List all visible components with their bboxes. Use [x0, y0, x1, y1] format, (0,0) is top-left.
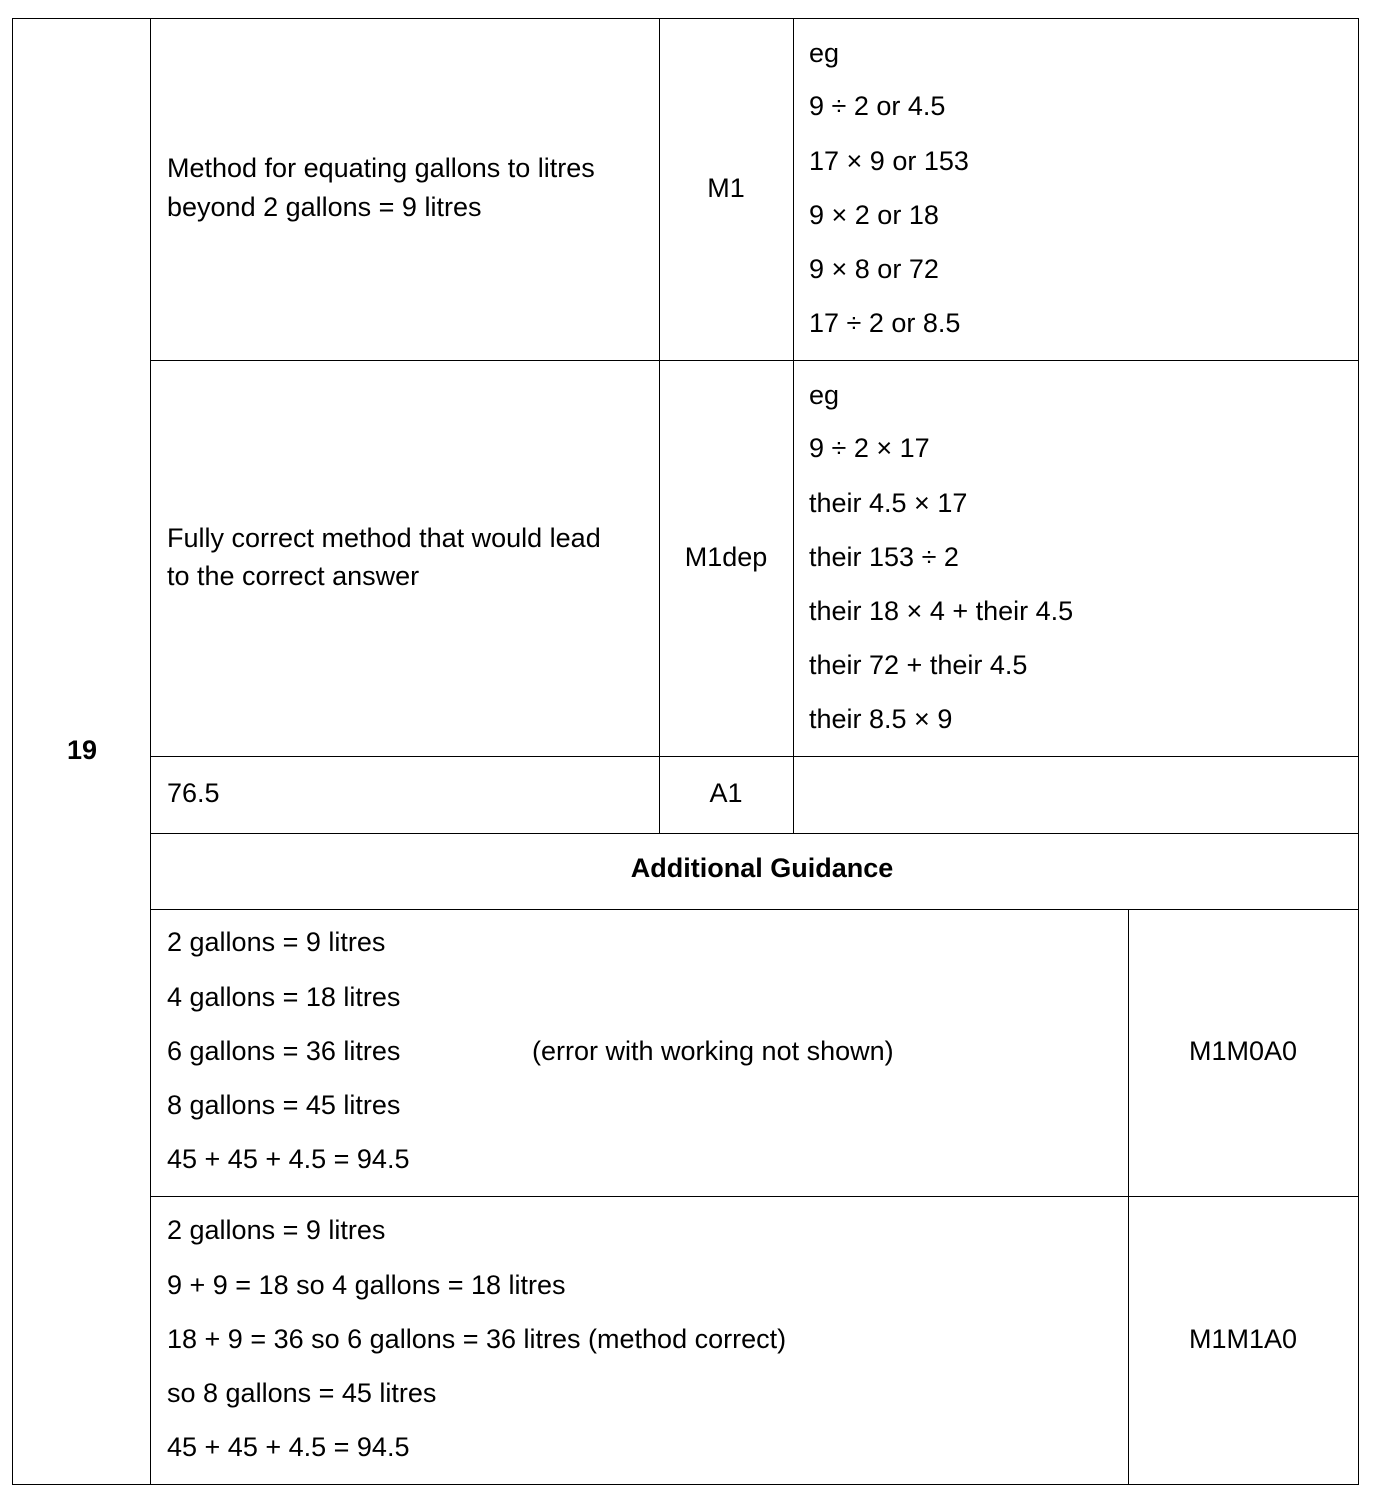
column-divider-mark [793, 18, 794, 833]
comment-line: 9 ÷ 2 × 17 [809, 433, 930, 463]
comment-line: their 72 + their 4.5 [809, 650, 1028, 680]
mark-code: M1 [707, 173, 745, 203]
comment-line: 9 × 2 or 18 [809, 200, 939, 230]
guidance-marks: M1M1A0 [1188, 1324, 1298, 1354]
mark-scheme-table [12, 18, 1359, 1485]
guidance-note: (error with working not shown) [532, 1036, 894, 1066]
comment-line: eg [809, 38, 840, 68]
column-divider-answer [659, 18, 660, 833]
mark-code: M1dep [684, 542, 768, 572]
answer-text-line: to the correct answer [167, 561, 420, 591]
guidance-line: 18 + 9 = 36 so 6 gallons = 36 litres (method correct) [167, 1324, 787, 1354]
comment-line: 9 ÷ 2 or 4.5 [809, 91, 946, 121]
comment-line: 9 × 8 or 72 [809, 254, 939, 284]
answer-text-line: beyond 2 gallons = 9 litres [167, 192, 482, 222]
column-divider-question [150, 18, 151, 1485]
guidance-line: 45 + 45 + 4.5 = 94.5 [167, 1432, 410, 1462]
guidance-line: 2 gallons = 9 litres [167, 1215, 386, 1245]
guidance-line: 8 gallons = 45 litres [167, 1090, 401, 1120]
row-divider-1 [150, 360, 1359, 361]
column-divider-guidance-marks [1128, 909, 1129, 1485]
comment-line: their 4.5 × 17 [809, 488, 968, 518]
comment-line: their 18 × 4 + their 4.5 [809, 596, 1074, 626]
comment-line: their 8.5 × 9 [809, 704, 953, 734]
comment-line: 17 ÷ 2 or 8.5 [809, 308, 961, 338]
guidance-marks: M1M0A0 [1188, 1036, 1298, 1066]
mark-code: A1 [709, 778, 743, 808]
answer-value: 76.5 [167, 778, 220, 808]
row-divider-3 [150, 833, 1359, 834]
row-divider-5 [150, 1196, 1359, 1197]
row-divider-2 [150, 756, 1359, 757]
comment-line: eg [809, 380, 840, 410]
guidance-line: 4 gallons = 18 litres [167, 982, 401, 1012]
question-number: 19 [66, 735, 98, 765]
guidance-line: 2 gallons = 9 litres [167, 927, 386, 957]
guidance-heading: Additional Guidance [630, 853, 894, 883]
guidance-line: 9 + 9 = 18 so 4 gallons = 18 litres [167, 1270, 566, 1300]
comment-line: their 153 ÷ 2 [809, 542, 959, 572]
answer-text-line: Fully correct method that would lead [167, 523, 601, 553]
answer-text-line: Method for equating gallons to litres [167, 153, 595, 183]
comment-line: 17 × 9 or 153 [809, 146, 969, 176]
guidance-line: 45 + 45 + 4.5 = 94.5 [167, 1144, 410, 1174]
guidance-line: so 8 gallons = 45 litres [167, 1378, 437, 1408]
guidance-line: 6 gallons = 36 litres [167, 1036, 401, 1066]
row-divider-4 [150, 909, 1359, 910]
